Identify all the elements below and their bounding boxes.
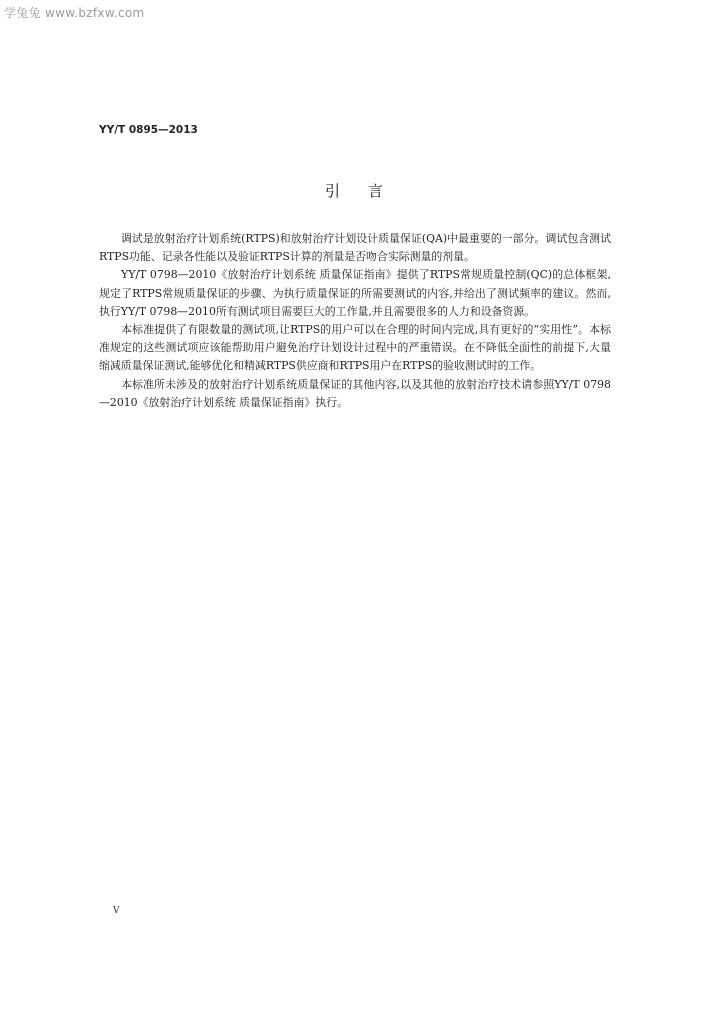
paragraph: 调试是放射治疗计划系统(RTPS)和放射治疗计划设计质量保证(QA)中最重要的一部分。调试包含测试RTPS功能、记录各性能以及验证RTPS计算的剂量是否吻合实际测量的剂量。 xyxy=(99,232,611,264)
paragraph: 本标准提供了有限数量的测试项,让RTPS的用户可以在合理的时间内完成,具有更好的“实用性”。本标准规定的这些测试项应该能帮助用户避免治疗计划设计过程中的严重错误。在不降低全面性的前提下,大量缩减质量保证测试,能够优化和精减RTPS供应商和RTPS用户在RTPS的验收测试时的工作。 xyxy=(99,323,611,373)
page-number: Ⅴ xyxy=(113,906,120,916)
paragraph: YY/T 0798—2010《放射治疗计划系统 质量保证指南》提供了RTPS常规质量控制(QC)的总体框架,规定了RTPS常规质量保证的步骤、为执行质量保证的所需要测试的内容,并给出了测试频率的建议。然而,执行YY/T 0798—2010所有测试项目需要巨大的工作量,并且需要很多的人力和设备资源。 xyxy=(99,268,611,318)
watermark-text: 学兔兔 www.bzfxw.com xyxy=(4,6,145,20)
section-title: 引言 xyxy=(324,182,411,200)
paragraph: 本标准所未涉及的放射治疗计划系统质量保证的其他内容,以及其他的放射治疗技术请参照YY/T 0798—2010《放射治疗计划系统 质量保证指南》执行。 xyxy=(99,377,611,409)
document-code: YY/T 0895—2013 xyxy=(99,124,198,136)
body-text xyxy=(99,230,611,412)
